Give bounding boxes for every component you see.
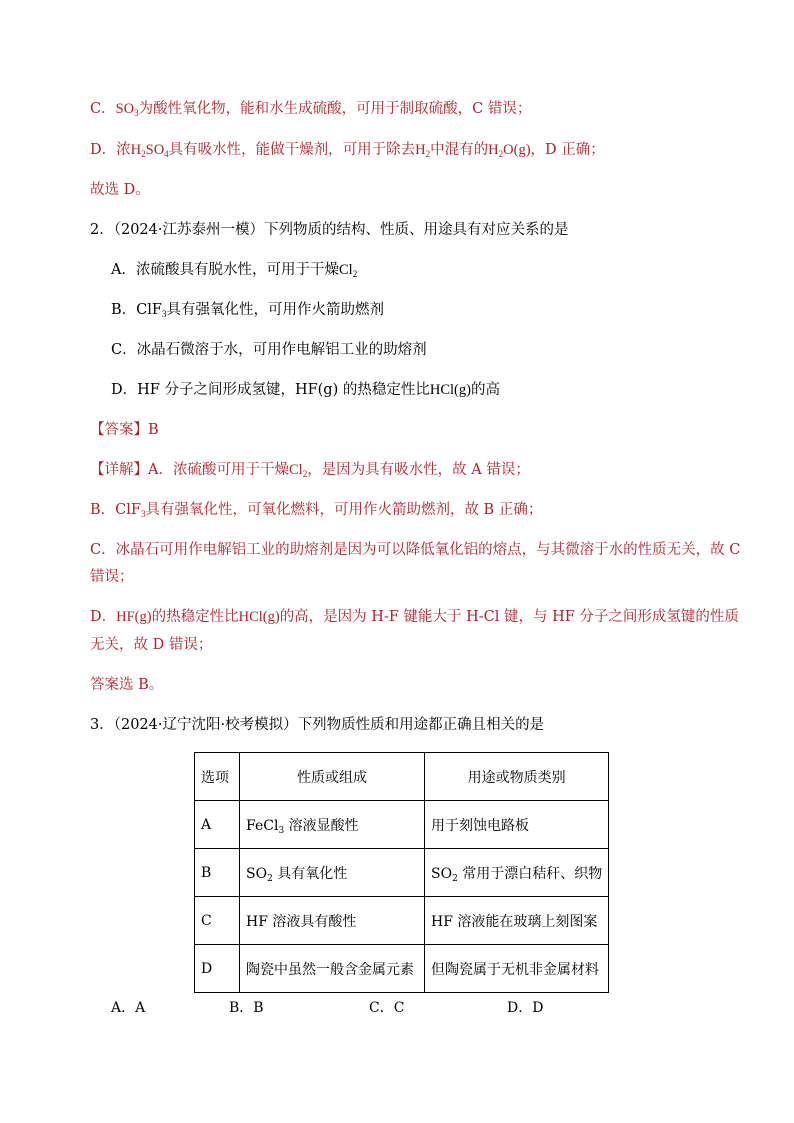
choice-d: D．D	[507, 1000, 544, 1016]
answer-tag: 【答案】	[90, 422, 148, 438]
question-3-stem: 3．（2024·辽宁沈阳·校考模拟）下列物质性质和用途都正确且相关的是	[90, 717, 545, 733]
explanation-d-line: D．浓$H_2SO_4$具有吸水性，能做干燥剂，可用于除去$H_2$中混有的$H_2O(g)$，D 正确；	[90, 142, 605, 159]
q2-option-b: B．ClF$_3$具有强氧化性，可用作火箭助燃剂	[111, 302, 384, 319]
detail-c-line-1: C．冰晶石可用作电解铝工业的助熔剂是因为可以降低氧化铝的熔点，与其微溶于水的性质无关，故 C	[90, 542, 741, 558]
conclusion-1: 故选 D。	[90, 182, 150, 198]
table-row	[195, 849, 609, 897]
table-cell-property: 陶瓷中虽然一般含金属元素	[240, 945, 425, 993]
answer-value: B	[148, 422, 159, 438]
conclusion-2: 答案选 B。	[90, 677, 164, 693]
table-cell-use: 但陶瓷属于无机非金属材料	[425, 945, 609, 993]
table-cell-option: B	[195, 849, 240, 897]
table-header-row	[195, 753, 609, 801]
detail-d-line-1: D．HF(g)的热稳定性比HCl(g)的高，是因为 H-F 键能大于 H-Cl 键，与 HF 分子之间形成氢键的性质	[90, 609, 739, 625]
table-cell-property: FeCl$_3$ 溶液显酸性	[240, 801, 425, 849]
detail-a-line: 【详解】A．浓硫酸可用于干燥$Cl_2$，是因为具有吸水性，故 A 错误；	[90, 462, 530, 479]
table-cell-use: 用于刻蚀电路板	[425, 801, 609, 849]
detail-b-line: B．ClF$_3$具有强氧化性，可氧化燃料，可用作火箭助燃剂，故 B 正确；	[90, 502, 543, 519]
table-header-cell: 用途或物质类别	[425, 753, 609, 801]
table-row	[195, 945, 609, 993]
table-cell-option: A	[195, 801, 240, 849]
q2-option-c: C．冰晶石微溶于水，可用作电解铝工业的助熔剂	[111, 342, 427, 358]
table-cell-property: $SO_2$ 具有氧化性	[240, 849, 425, 897]
q2-option-d: D．HF 分子之间形成氢键，HF(g) 的热稳定性比HCl(g)的高	[111, 382, 500, 398]
question-2-stem: 2．（2024·江苏泰州一模）下列物质的结构、性质、用途具有对应关系的是	[90, 222, 569, 238]
choice-b: B．B	[229, 1000, 264, 1016]
table-row	[195, 897, 609, 945]
table-cell-option: D	[195, 945, 240, 993]
choice-c: C．C	[369, 1000, 405, 1016]
table-header-cell: 选项	[195, 753, 240, 801]
table-cell-use: HF 溶液能在玻璃上刻图案	[425, 897, 609, 945]
detail-c-line-2: 错误；	[90, 569, 134, 585]
answer-line	[90, 421, 159, 439]
table-cell-property: HF 溶液具有酸性	[240, 897, 425, 945]
table-cell-option: C	[195, 897, 240, 945]
table-row	[195, 801, 609, 849]
detail-d-line-2: 无关，故 D 错误；	[90, 637, 213, 653]
table-cell-use: $SO_2$ 常用于漂白秸秆、织物	[425, 849, 609, 897]
q3-options-table	[194, 752, 609, 993]
detail-tag: 【详解】	[90, 462, 148, 478]
table-header-cell: 性质或组成	[240, 753, 425, 801]
q2-option-a: A．浓硫酸具有脱水性，可用于干燥$Cl_2$	[111, 262, 358, 279]
explanation-c-line: C．$SO_3$为酸性氧化物，能和水生成硫酸，可用于制取硫酸，C 错误；	[90, 101, 532, 118]
choice-a: A．A	[111, 1000, 146, 1016]
